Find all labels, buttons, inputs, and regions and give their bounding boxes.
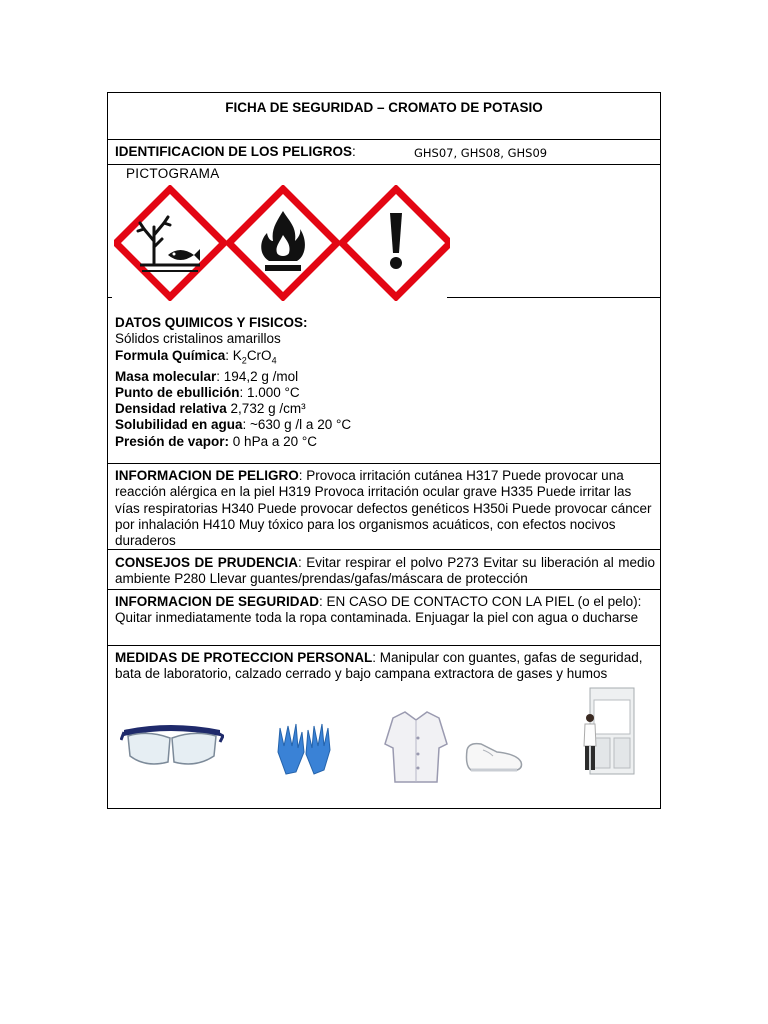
safety-data-sheet [107,92,661,809]
molar-mass-value: : 194,2 g /mol [216,368,299,384]
boiling-point-value: : 1.000 °C [239,384,300,400]
density-value: 2,732 g /cm³ [226,401,306,417]
density-line [115,401,655,417]
title-row [108,93,660,139]
formula-prefix: : K [225,347,242,363]
environment-hazard-icon [116,189,224,297]
chemical-data-row [108,298,660,463]
prudence-label: CONSEJOS DE PRUDENCIA [115,555,298,570]
vapor-pressure-label: Presión de vapor: [115,433,230,449]
pictogram-strip [114,185,450,301]
sheet-title: FICHA DE SEGURIDAD – CROMATO DE POTASIO [225,100,543,115]
hazard-identification-row [108,139,660,164]
prudence-text: : Evitar respirar el polvo P273 Evitar su liberación al medio ambiente P280 Llevar guantes/prendas/gafas/máscara de protección [115,555,655,587]
fume-hood-icon [576,686,638,778]
molar-mass-label: Masa molecular [115,368,217,384]
safety-information-row [108,589,660,645]
solubility-value: : ~630 g /l a 20 °C [242,417,352,433]
nitrile-gloves-icon [272,718,340,778]
hazard-identification-heading [115,144,356,160]
molar-mass-line [115,369,655,385]
hazard-information-label: INFORMACION DE PELIGRO [115,468,299,483]
density-label: Densidad relativa [115,401,227,417]
chemical-data-block [115,315,655,450]
hazard-identification-colon: : [352,144,356,159]
vapor-pressure-line [115,434,655,450]
vapor-pressure-value: 0 hPa a 20 °C [229,433,318,449]
formula-subscript-1: 2 [241,355,247,366]
pictogram-row [108,164,660,298]
ppe-block [115,650,660,683]
formula-line [115,348,655,369]
formula-label: Formula Química [115,347,226,363]
solubility-label: Solubilidad en agua [115,417,243,433]
safety-information-label: INFORMACION DE SEGURIDAD [115,594,320,609]
safety-goggles-icon [120,716,224,776]
flammable-icon [229,189,337,297]
hazard-information-row [108,463,660,549]
boiling-point-label: Punto de ebullición [115,384,240,400]
formula-subscript-2: 4 [271,355,277,366]
prudence-block [115,555,655,588]
ppe-row [108,645,660,808]
formula-middle: CrO [246,347,272,363]
chemical-data-heading: DATOS QUIMICOS Y FISICOS: [115,315,308,330]
lab-coat-icon [383,708,449,784]
chemical-description: Sólidos cristalinos amarillos [115,331,281,347]
ppe-text: : Manipular con guantes, gafas de seguridad, bata de laboratorio, calzado cerrado y bajo campana extractora de gases y humos [115,650,643,682]
pictogram-label: PICTOGRAMA [126,166,220,181]
closed-shoes-icon [463,738,525,774]
ghs-codes: GHS07, GHS08, GHS09 [414,146,548,160]
hazard-information-text: : Provoca irritación cutánea H317 Puede provocar una reacción alérgica en la piel H319 Provoca irritación ocular grave H335 Puede irritar las vías respiratorias H340 Puede provocar defectos genéticos H350i Puede provocar cáncer por inhalación H410 Muy tóxico para los organismos acuáticos, con efectos nocivos duraderos [115,468,652,549]
safety-information-block [115,594,645,627]
ppe-label: MEDIDAS DE PROTECCION PERSONAL [115,650,373,665]
exclamation-mark-icon [342,189,450,297]
hazard-identification-label: IDENTIFICACION DE LOS PELIGROS [115,144,353,159]
hazard-information-block [115,468,657,549]
prudence-row [108,549,660,589]
solubility-line [115,417,655,433]
safety-information-text: : EN CASO DE CONTACTO CON LA PIEL (o el pelo): Quitar inmediatamente toda la ropa contaminada. Enjuagar la piel con agua o ducharse [115,594,642,626]
boiling-point-line [115,385,655,401]
